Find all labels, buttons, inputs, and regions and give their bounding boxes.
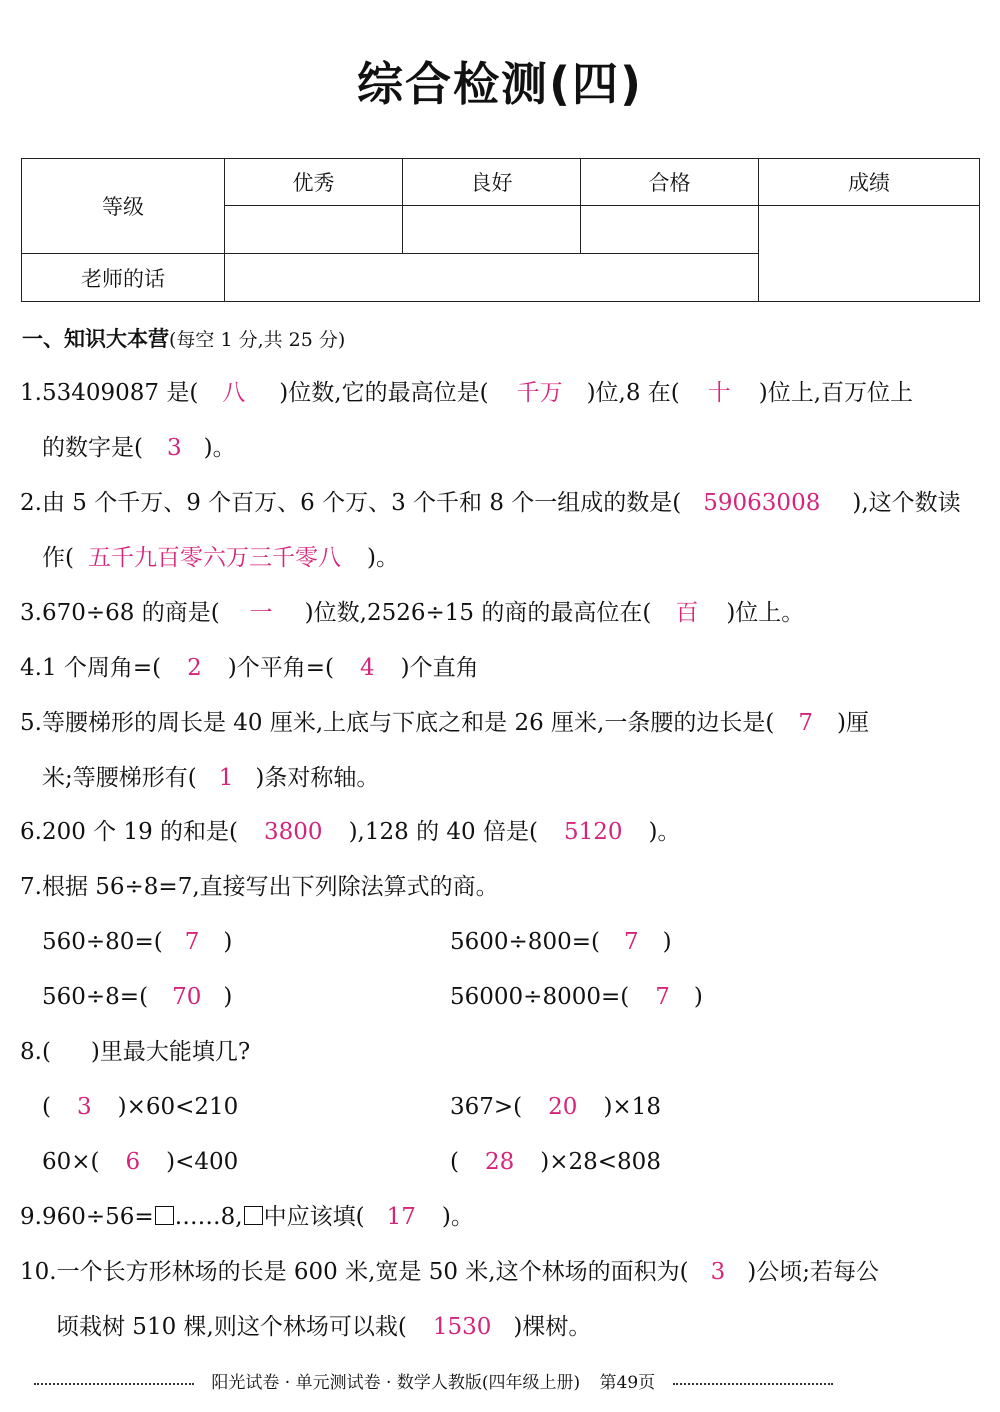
grade-table xyxy=(21,158,980,302)
q2-text: )。 xyxy=(366,545,399,571)
q8-expr: )<400 xyxy=(166,1149,239,1175)
q3-answer-1: 一 xyxy=(249,600,273,626)
q1-answer-4: 3 xyxy=(166,435,182,461)
q6-text: )。 xyxy=(648,819,681,845)
q3-text: 3.670÷68 的商是( xyxy=(20,600,220,626)
q1-text: )位数,它的最高位是( xyxy=(279,380,489,406)
q8-expr: )×60<210 xyxy=(117,1094,239,1120)
question-10-line-1 xyxy=(20,1257,879,1287)
level-good-cell xyxy=(403,206,581,254)
q7-paren: ) xyxy=(223,984,233,1010)
q7-equation-2 xyxy=(450,927,672,957)
question-5-line-2 xyxy=(42,763,379,793)
q7-equation-3 xyxy=(42,982,232,1012)
q8-expr: )×18 xyxy=(603,1094,661,1120)
q1-text: )。 xyxy=(203,435,236,461)
question-6 xyxy=(20,817,680,847)
q8-text: )里最大能填几? xyxy=(90,1039,251,1065)
q5-text: )条对称轴。 xyxy=(255,765,380,791)
q1-answer-1: 八 xyxy=(222,380,246,406)
footer-dots-right xyxy=(673,1383,833,1385)
q1-text: 1.53409087 是( xyxy=(20,380,199,406)
q10-answer-2: 1530 xyxy=(432,1314,492,1340)
q8-expr: ( xyxy=(450,1149,459,1175)
q1-answer-3: 十 xyxy=(707,380,731,406)
q7-paren: ) xyxy=(693,984,703,1010)
q6-answer-2: 5120 xyxy=(563,819,623,845)
q10-text: )公顷;若每公 xyxy=(747,1259,879,1285)
blank-box xyxy=(244,1206,263,1225)
q8-expr: )×28<808 xyxy=(540,1149,661,1175)
question-8 xyxy=(20,1037,250,1067)
level-pass: 合格 xyxy=(581,159,759,206)
q4-text: )个直角 xyxy=(400,655,479,681)
footer-text: 阳光试卷 · 单元测试卷 · 数学人教版(四年级上册) xyxy=(211,1373,581,1393)
q8-expr: 60×( xyxy=(42,1149,100,1175)
q5-answer-2: 1 xyxy=(218,765,234,791)
footer-dots-left xyxy=(34,1383,194,1385)
question-2-line-1 xyxy=(20,488,961,518)
q4-answer-1: 2 xyxy=(187,655,202,681)
level-good: 良好 xyxy=(403,159,581,206)
q2-text: ),这个数读 xyxy=(852,490,961,516)
q7-answer-1: 7 xyxy=(184,929,200,955)
q2-answer-2: 五千九百零六万三千零八 xyxy=(87,545,341,571)
q8-answer-4: 28 xyxy=(484,1149,515,1175)
q10-answer-1: 3 xyxy=(710,1259,726,1285)
q10-text: 10.一个长方形林场的长是 600 米,宽是 50 米,这个林场的面积为( xyxy=(20,1259,689,1285)
q3-answer-2: 百 xyxy=(675,600,699,626)
question-3 xyxy=(20,598,804,628)
section-title: 一、知识大本营 xyxy=(22,327,169,351)
q7-paren: ) xyxy=(662,929,672,955)
q7-answer-3: 70 xyxy=(172,984,202,1010)
q1-text: )位上,百万位上 xyxy=(758,380,914,406)
q3-text: )位数,2526÷15 的商的最高位在( xyxy=(304,600,652,626)
q8-expr: 367>( xyxy=(450,1094,523,1120)
question-9 xyxy=(20,1202,474,1232)
q7-paren: ) xyxy=(223,929,233,955)
question-2-line-2 xyxy=(42,543,399,573)
q9-text: )。 xyxy=(441,1204,474,1230)
q7-expr: 560÷80=( xyxy=(42,929,163,955)
q7-answer-4: 7 xyxy=(655,984,670,1010)
q4-answer-2: 4 xyxy=(360,655,375,681)
q8-answer-2: 20 xyxy=(548,1094,578,1120)
q1-text: 的数字是( xyxy=(42,435,143,461)
q8-inequality-1 xyxy=(42,1092,238,1122)
q9-text: 9.960÷56= xyxy=(20,1204,154,1230)
q9-text: 中应该填( xyxy=(263,1204,365,1230)
q4-text: 4.1 个周角=( xyxy=(20,655,162,681)
q8-inequality-3 xyxy=(42,1147,238,1177)
question-4 xyxy=(20,653,479,683)
q3-text: )位上。 xyxy=(726,600,805,626)
q6-answer-1: 3800 xyxy=(264,819,323,845)
q8-answer-3: 6 xyxy=(125,1149,141,1175)
q8-inequality-2 xyxy=(450,1092,661,1122)
q8-text: 8.( xyxy=(20,1039,51,1065)
page-title: 综合检测(四) xyxy=(356,57,644,111)
question-7: 7.根据 56÷8=7,直接写出下列除法算式的商。 xyxy=(20,874,499,900)
q5-text: )厘 xyxy=(836,710,869,736)
q5-text: 米;等腰梯形有( xyxy=(42,765,197,791)
question-5-line-1 xyxy=(20,708,869,738)
q2-text: 作( xyxy=(42,545,74,571)
q7-expr: 56000÷8000=( xyxy=(450,984,630,1010)
question-1-line-2 xyxy=(42,433,236,463)
q7-equation-4 xyxy=(450,982,703,1012)
q1-text: )位,8 在( xyxy=(586,380,680,406)
q6-text: ),128 的 40 倍是( xyxy=(348,819,538,845)
teacher-comment-cell xyxy=(225,254,759,302)
score-cell xyxy=(759,206,980,302)
q9-answer: 17 xyxy=(386,1204,416,1230)
q5-answer-1: 7 xyxy=(798,710,813,736)
teacher-label: 老师的话 xyxy=(22,254,225,302)
q2-answer-1: 59063008 xyxy=(703,490,821,516)
q9-text: ……8, xyxy=(174,1204,243,1230)
q5-text: 5.等腰梯形的周长是 40 厘米,上底与下底之和是 26 厘米,一条腰的边长是( xyxy=(20,710,775,736)
page-footer xyxy=(34,1368,966,1393)
question-1-line-1 xyxy=(20,378,913,408)
score-label: 成绩 xyxy=(759,159,980,206)
q6-text: 6.200 个 19 的和是( xyxy=(20,819,239,845)
q8-answer-1: 3 xyxy=(76,1094,92,1120)
level-excellent-cell xyxy=(225,206,403,254)
q8-expr: ( xyxy=(42,1094,51,1120)
level-pass-cell xyxy=(581,206,759,254)
q10-text: )棵树。 xyxy=(513,1314,592,1340)
section-heading xyxy=(22,323,345,353)
question-10-line-2 xyxy=(56,1312,591,1342)
q7-answer-2: 7 xyxy=(623,929,639,955)
q7-equation-1 xyxy=(42,927,232,957)
q7-expr: 560÷8=( xyxy=(42,984,149,1010)
section-note: (每空 1 分,共 25 分) xyxy=(169,329,346,351)
q4-text: )个平角=( xyxy=(227,655,334,681)
q10-text: 顷栽树 510 棵,则这个林场可以栽( xyxy=(56,1314,407,1340)
grade-label: 等级 xyxy=(22,159,225,254)
level-excellent: 优秀 xyxy=(225,159,403,206)
blank-box xyxy=(155,1206,174,1225)
q2-text: 2.由 5 个千万、9 个百万、6 个万、3 个千和 8 个一组成的数是( xyxy=(20,490,682,516)
q1-answer-2: 千万 xyxy=(516,380,563,406)
page-number: 第49页 xyxy=(599,1373,656,1393)
q7-expr: 5600÷800=( xyxy=(450,929,600,955)
q8-inequality-4 xyxy=(450,1147,661,1177)
